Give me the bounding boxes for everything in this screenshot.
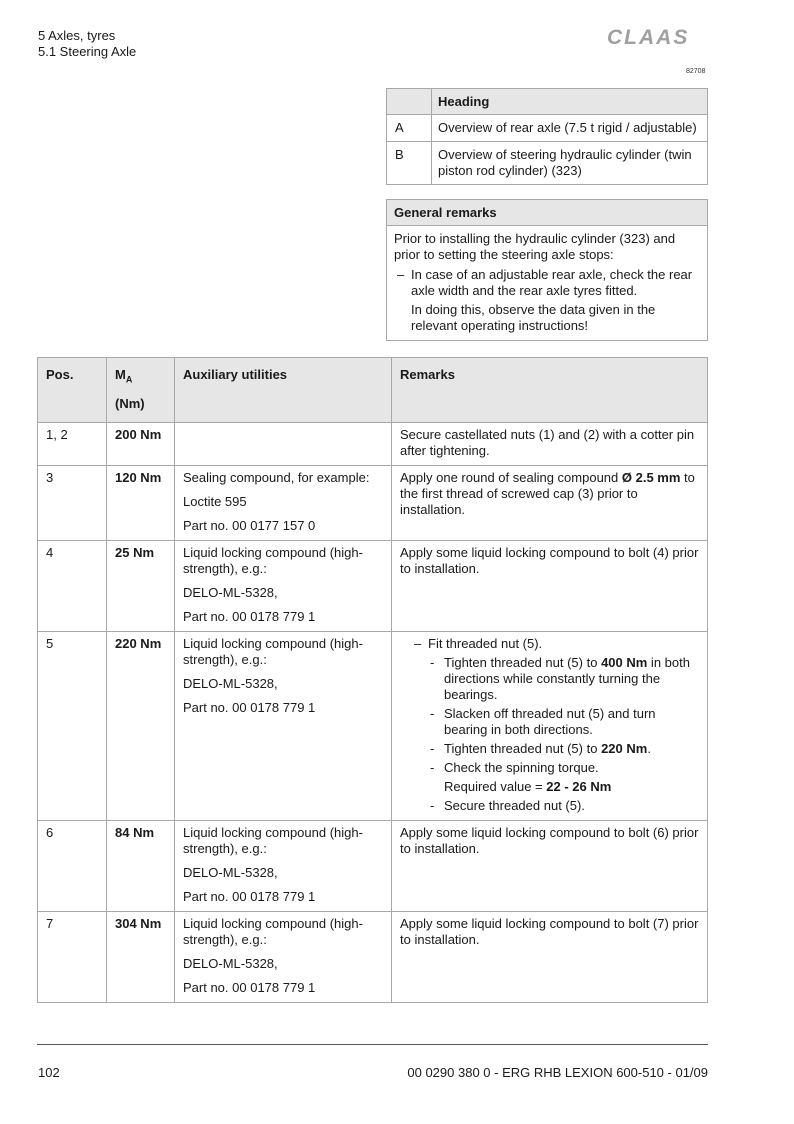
remarks-cell: Apply some liquid locking compound to bolt (7) prior to installation. bbox=[392, 911, 708, 1002]
remarks-text: Apply one round of sealing compound bbox=[400, 469, 622, 485]
col-remarks-header: Remarks bbox=[392, 358, 708, 423]
remark-item-note: In doing this, observe the data given in the relevant operating instructions! bbox=[411, 302, 656, 333]
dash-marker: – bbox=[414, 635, 422, 651]
torque-unit: (Nm) bbox=[115, 395, 145, 411]
general-remarks-title: General remarks bbox=[387, 200, 708, 226]
substep-text: Tighten threaded nut (5) to 220 Nm. bbox=[444, 740, 651, 756]
pos-cell: 5 bbox=[38, 631, 107, 820]
heading-row bbox=[387, 142, 708, 185]
pos-cell: 4 bbox=[38, 540, 107, 631]
table-row bbox=[38, 631, 708, 820]
aux-line: Liquid locking compound (high-strength), e.g.: bbox=[183, 824, 363, 856]
procedure-step bbox=[400, 636, 699, 652]
torque-cell: 304 Nm bbox=[107, 911, 175, 1002]
heading-table-header bbox=[387, 89, 708, 115]
chapter-title: 5 Axles, tyres bbox=[38, 28, 116, 43]
aux-line: DELO-ML-5328, bbox=[183, 675, 278, 691]
general-remarks-body bbox=[387, 226, 708, 341]
aux-part-number: Part no. 00 0178 779 1 bbox=[183, 888, 316, 904]
sub-marker: - bbox=[430, 654, 435, 670]
torque-cell: 200 Nm bbox=[107, 422, 175, 465]
aux-cell bbox=[175, 540, 392, 631]
procedure-substep bbox=[400, 706, 699, 738]
sub-marker: - bbox=[430, 740, 435, 756]
heading-text: Overview of steering hydraulic cylinder (twin piston rod cylinder) (323) bbox=[432, 142, 708, 185]
remark-item-text: In case of an adjustable rear axle, check the rear axle width and the rear axle tyres fitted. bbox=[411, 267, 693, 298]
remarks-cell: Apply some liquid locking compound to bolt (6) prior to installation. bbox=[392, 820, 708, 911]
remarks-cell: Secure castellated nuts (1) and (2) with a cotter pin after tightening. bbox=[392, 422, 708, 465]
pos-cell: 7 bbox=[38, 911, 107, 1002]
pos-cell: 1, 2 bbox=[38, 422, 107, 465]
aux-cell bbox=[175, 820, 392, 911]
step-text: Fit threaded nut (5). bbox=[428, 635, 543, 651]
torque-cell: 25 Nm bbox=[107, 540, 175, 631]
aux-line: Sealing compound, for example: bbox=[183, 469, 370, 485]
aux-part-number: Part no. 00 0178 779 1 bbox=[183, 979, 316, 995]
remarks-bold: Ø 2.5 mm bbox=[621, 469, 681, 485]
sub-marker: - bbox=[430, 705, 435, 721]
heading-header: Heading bbox=[432, 89, 708, 115]
general-remarks-box bbox=[386, 199, 708, 341]
remarks-cell bbox=[392, 465, 708, 540]
aux-line: Liquid locking compound (high-strength), e.g.: bbox=[183, 915, 363, 947]
remarks-cell bbox=[392, 631, 708, 820]
aux-part-number: Part no. 00 0178 779 1 bbox=[183, 608, 316, 624]
aux-line: DELO-ML-5328, bbox=[183, 864, 278, 880]
general-remarks-intro: Prior to installing the hydraulic cylinder (323) and prior to setting the steering axle stops: bbox=[394, 231, 676, 262]
substep-text: Tighten threaded nut (5) to 400 Nm in both directions while constantly turning the bearings. bbox=[444, 654, 690, 702]
general-remarks-item bbox=[394, 267, 700, 334]
procedure-substep bbox=[400, 655, 699, 703]
pos-cell: 3 bbox=[38, 465, 107, 540]
heading-key: A bbox=[387, 115, 432, 142]
table-row bbox=[38, 540, 708, 631]
aux-part-number: Part no. 00 0178 779 1 bbox=[183, 699, 316, 715]
table-row bbox=[38, 465, 708, 540]
aux-cell bbox=[175, 422, 392, 465]
footer-divider bbox=[37, 1044, 708, 1045]
heading-table bbox=[386, 88, 708, 185]
heading-text: Overview of rear axle (7.5 t rigid / adjustable) bbox=[432, 115, 708, 142]
substep-text: Check the spinning torque. bbox=[444, 759, 599, 775]
procedure-substep bbox=[400, 798, 699, 814]
heading-key-header bbox=[387, 89, 432, 115]
remarks-cell: Apply some liquid locking compound to bolt (4) prior to installation. bbox=[392, 540, 708, 631]
col-pos-header: Pos. bbox=[38, 358, 107, 423]
torque-symbol: M bbox=[115, 367, 126, 382]
procedure-substep bbox=[400, 741, 699, 757]
substep-text: Slacken off threaded nut (5) and turn bearing in both directions. bbox=[444, 705, 656, 737]
required-value: Required value = 22 - 26 Nm bbox=[444, 778, 612, 794]
col-aux-header: Auxiliary utilities bbox=[175, 358, 392, 423]
aux-part-number: Part no. 00 0177 157 0 bbox=[183, 517, 316, 533]
aux-cell bbox=[175, 465, 392, 540]
page-number: 102 bbox=[38, 1065, 60, 1080]
torque-cell: 84 Nm bbox=[107, 820, 175, 911]
torque-cell: 220 Nm bbox=[107, 631, 175, 820]
table-row bbox=[38, 820, 708, 911]
claas-logo bbox=[607, 27, 709, 47]
aux-line: DELO-ML-5328, bbox=[183, 584, 278, 600]
torque-subscript: A bbox=[125, 374, 133, 385]
aux-line: Loctite 595 bbox=[183, 493, 247, 509]
col-torque-header bbox=[107, 358, 175, 423]
document-id: 00 0290 380 0 - ERG RHB LEXION 600-510 - 01/09 bbox=[407, 1065, 708, 1080]
logo-text: CLAAS bbox=[607, 27, 690, 47]
procedure-substep bbox=[400, 760, 699, 776]
table-row bbox=[38, 422, 708, 465]
torque-table-header bbox=[38, 358, 708, 423]
torque-table bbox=[37, 357, 708, 1003]
substep-text: Secure threaded nut (5). bbox=[444, 797, 585, 813]
table-row bbox=[38, 911, 708, 1002]
torque-cell: 120 Nm bbox=[107, 465, 175, 540]
remarks-text: to the first thread of screwed cap (3) prior to installation. bbox=[400, 469, 695, 517]
dash-marker: – bbox=[397, 267, 405, 282]
image-reference: 82708 bbox=[686, 68, 706, 75]
aux-line: Liquid locking compound (high-strength), e.g.: bbox=[183, 544, 363, 576]
heading-row bbox=[387, 115, 708, 142]
heading-key: B bbox=[387, 142, 432, 185]
sub-marker: - bbox=[430, 797, 435, 813]
aux-line: Liquid locking compound (high-strength), e.g.: bbox=[183, 635, 363, 667]
section-title: 5.1 Steering Axle bbox=[38, 44, 137, 59]
aux-cell bbox=[175, 631, 392, 820]
aux-line: DELO-ML-5328, bbox=[183, 955, 278, 971]
sub-marker: - bbox=[430, 759, 435, 775]
aux-cell bbox=[175, 911, 392, 1002]
pos-cell: 6 bbox=[38, 820, 107, 911]
